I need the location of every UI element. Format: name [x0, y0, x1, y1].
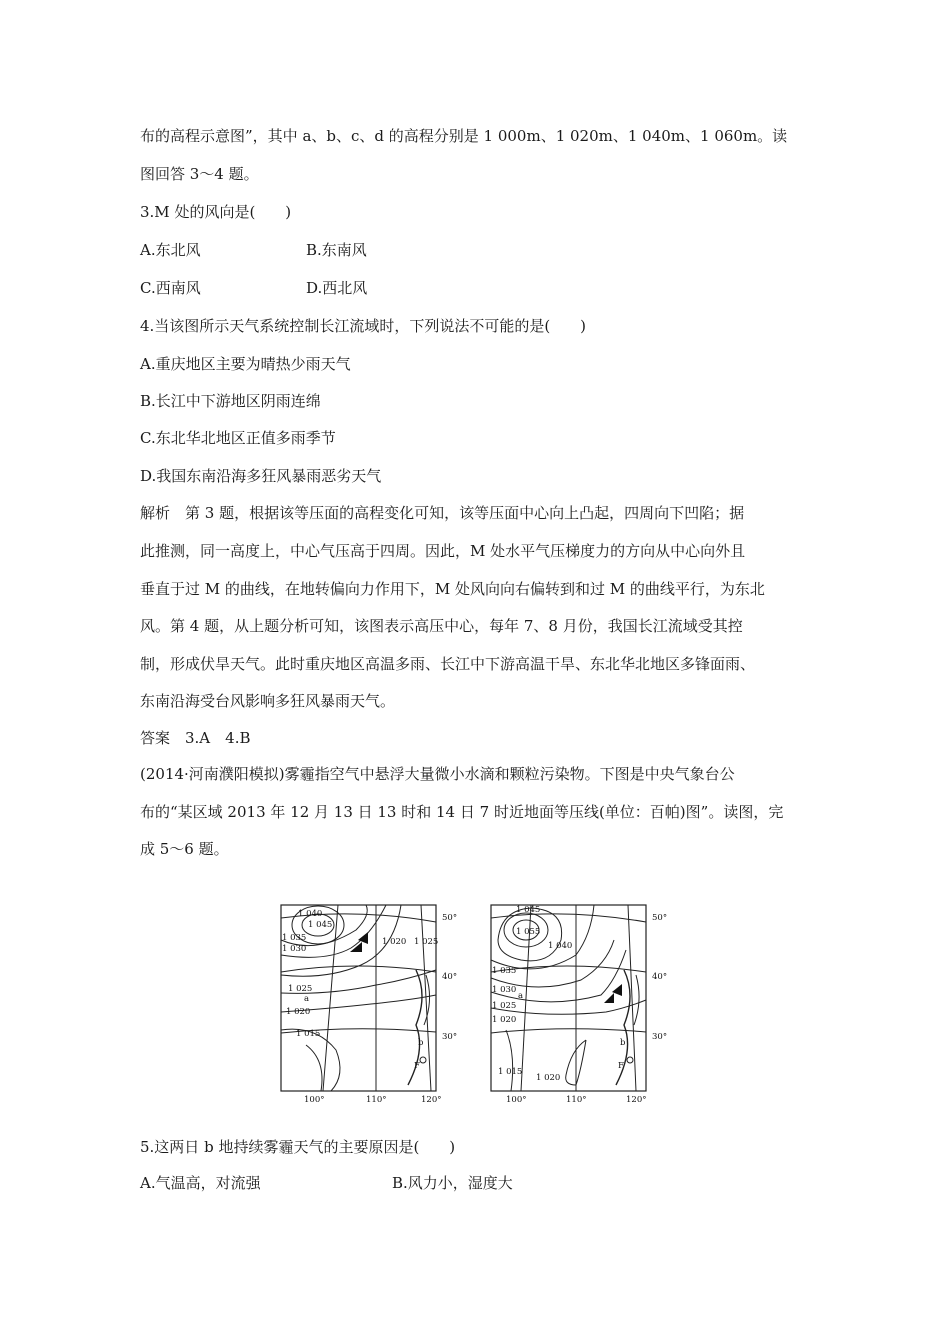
isobar-label: 1 055 — [516, 927, 541, 937]
analysis-line: 风。第 4 题，从上题分析可知，该图表示高压中心，每年 7、8 月份，我国长江流域受其控 — [140, 617, 743, 635]
lon-label: 110° — [566, 1095, 587, 1105]
lat-label: 30° — [652, 1032, 668, 1042]
isobar-label: 1 020 — [382, 937, 407, 947]
option-a: A.东北风 — [140, 241, 201, 259]
lon-label: 100° — [304, 1095, 325, 1105]
isobar-label: 1 040 — [298, 909, 323, 919]
option-d: D.西北风 — [306, 279, 368, 297]
lat-label: 30° — [442, 1032, 458, 1042]
isobar-label: 1 020 — [536, 1073, 561, 1083]
lat-label: 40° — [442, 972, 458, 982]
answer-line: 答案 3.A 4.B — [140, 729, 251, 747]
lon-label: 120° — [421, 1095, 442, 1105]
lon-label: 120° — [626, 1095, 647, 1105]
isobar-map-dec13 — [276, 900, 471, 1105]
isobar-label: 1 040 — [548, 941, 573, 951]
isobar-label: 1 015 — [296, 1029, 321, 1039]
lat-label: 50° — [442, 913, 458, 923]
isobar-label: 1 025 — [414, 937, 439, 947]
analysis-line: 此推测，同一高度上，中心气压高于四周。因此，M 处水平气压梯度力的方向从中心向外且 — [140, 542, 746, 560]
option-b: B.东南风 — [306, 241, 367, 259]
option-a: A.重庆地区主要为晴热少雨天气 — [140, 355, 351, 373]
point-b: b — [418, 1038, 424, 1048]
isobar-label: 1 020 — [286, 1007, 311, 1017]
isobar-label: 1 045 — [516, 905, 541, 915]
lon-label: 110° — [366, 1095, 387, 1105]
isobar-label: 1 045 — [308, 920, 333, 930]
question-4: 4.当该图所示天气系统控制长江流域时，下列说法不可能的是( ) — [140, 317, 587, 335]
analysis-line: 制，形成伏旱天气。此时重庆地区高温多雨、长江中下游高温干旱、东北华北地区多锋面雨、 — [140, 655, 756, 673]
isobar-label: 1 020 — [492, 1015, 517, 1025]
point-a: a — [304, 994, 310, 1004]
isobar-label: 1 015 — [498, 1067, 523, 1077]
option-d: D.我国东南沿海多狂风暴雨恶劣天气 — [140, 467, 382, 485]
lat-label: 50° — [652, 913, 668, 923]
isobar-label: 1 025 — [492, 1001, 517, 1011]
option-b: B.风力小，湿度大 — [392, 1174, 513, 1192]
isobar-label: 1 035 — [492, 966, 517, 976]
isobar-label: 1 035 — [282, 933, 307, 943]
intro-line: 成 5～6 题。 — [140, 840, 229, 858]
intro-line: 布的“某区域 2013 年 12 月 13 日 13 时和 14 日 7 时近地面等压线(单位：百帕)图”。读图，完 — [140, 803, 784, 821]
option-c: C.西南风 — [140, 279, 201, 297]
isobar-map-dec14 — [486, 900, 681, 1105]
lon-label: 100° — [506, 1095, 527, 1105]
question-5: 5.这两日 b 地持续雾霾天气的主要原因是( ) — [140, 1138, 456, 1156]
analysis-line: 解析 第 3 题，根据该等压面的高程变化可知，该等压面中心向上凸起，四周向下凹陷；据 — [140, 504, 745, 522]
intro-line: (2014·河南濮阳模拟)雾霾指空气中悬浮大量微小水滴和颗粒污染物。下图是中央气象台公 — [140, 765, 735, 783]
isobar-label: 1 030 — [492, 985, 517, 995]
point-a: a — [518, 991, 524, 1001]
option-a: A.气温高，对流强 — [140, 1174, 261, 1192]
lat-label: 40° — [652, 972, 668, 982]
point-f: F — [414, 1061, 420, 1071]
analysis-line: 东南沿海受台风影响多狂风暴雨天气。 — [140, 692, 396, 710]
question-3: 3.M 处的风向是( ) — [140, 203, 292, 221]
point-f: F — [618, 1061, 624, 1071]
point-b: b — [620, 1038, 626, 1048]
option-b: B.长江中下游地区阴雨连绵 — [140, 392, 321, 410]
text-line: 布的高程示意图”，其中 a、b、c、d 的高程分别是 1 000m、1 020m、1 040m、1 060m。读 — [140, 127, 788, 145]
isobar-label: 1 025 — [288, 984, 313, 994]
analysis-line: 垂直于过 M 的曲线，在地转偏向力作用下，M 处风向向右偏转到和过 M 的曲线平行，为东北 — [140, 580, 765, 598]
text-line: 图回答 3～4 题。 — [140, 165, 259, 183]
option-c: C.东北华北地区正值多雨季节 — [140, 429, 336, 447]
isobar-label: 1 030 — [282, 944, 307, 954]
